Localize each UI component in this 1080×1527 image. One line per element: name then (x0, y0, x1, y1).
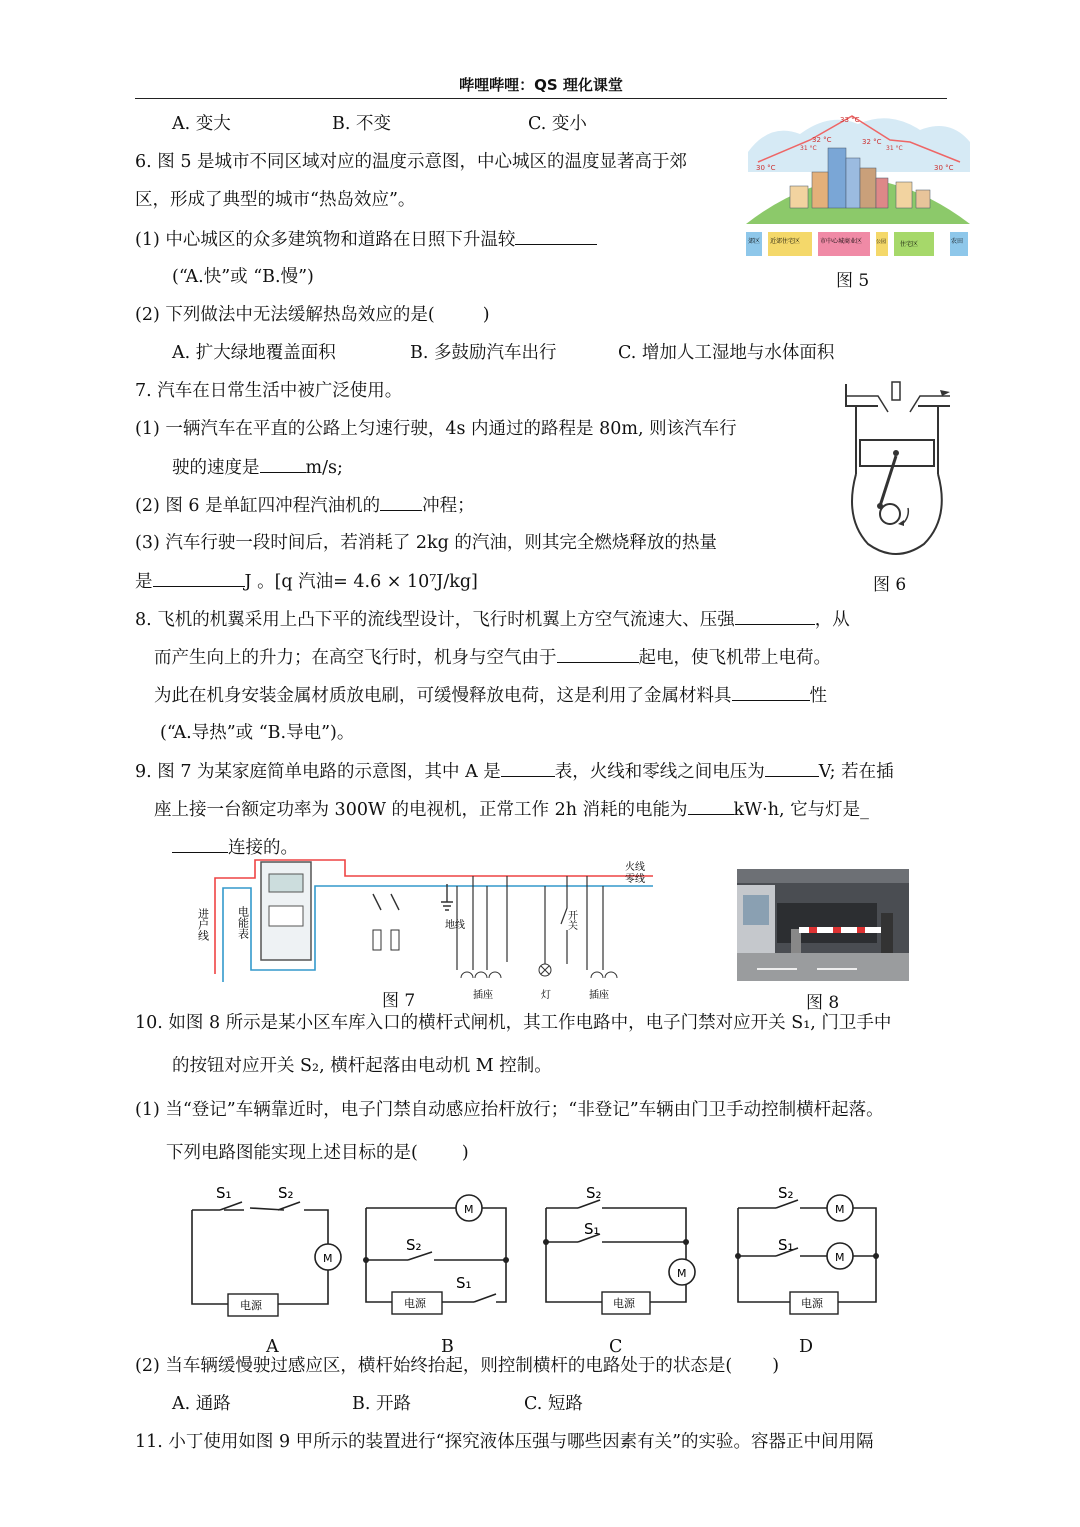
q7-part1-line1: (1) 一辆汽车在平直的公路上匀速行驶，4s 内通过的路程是 80m, 则该汽车行 (135, 419, 737, 439)
q7-part2 (135, 494, 475, 517)
q10-part2-options (172, 1393, 583, 1415)
circuit-a-power-label: 电源 (240, 1299, 262, 1312)
q6-part1-blank[interactable] (515, 228, 597, 245)
zone-2: 市中心城商业区 (820, 238, 863, 245)
ground-symbol (441, 884, 453, 910)
q9-line1-mid: 表，火线和零线之间电压为 (554, 762, 765, 782)
q8-line1-text: 8. 飞机的机翼采用上凸下平的流线型设计，飞行时机翼上方空气流速大、压强 (135, 610, 735, 630)
q10-part2-text: (2) 当车辆缓慢驶过感应区，横杆始终抬起，则控制横杆的电路处于的状态是( (135, 1356, 733, 1376)
q8-line3 (154, 684, 827, 707)
zone-4: 住宅区 (900, 241, 919, 248)
q8-line3-end: 性 (809, 686, 827, 706)
label-inlet: 进户线 (196, 908, 210, 941)
circuit-a-s1: S₁ (216, 1184, 232, 1202)
q6-part2-text: (2) 下列做法中无法缓解热岛效应的是( (135, 305, 435, 325)
zone-1: 近郊住宅区 (770, 238, 801, 245)
q6-option-c[interactable]: C. 增加人工湿地与水体面积 (618, 343, 835, 363)
q10-part1-line2 (166, 1142, 469, 1164)
gate-machine (881, 913, 893, 957)
q7-part3-tail: J 。[q 汽油= 4.6 × 10⁷J/kg] (244, 572, 478, 592)
q5-options (172, 113, 587, 135)
circuit-b-s2: S₂ (406, 1236, 422, 1254)
circuit-c-s2: S₂ (586, 1184, 602, 1202)
label-socket-1: 插座 (473, 990, 493, 1001)
temp-31-right: 31 °C (886, 145, 903, 152)
figure-6-caption: 图 6 (873, 575, 907, 595)
q8-line3-text: 为此在机身安装金属材质放电刷，可缓慢释放电荷，这是利用了金属材料具 (154, 686, 732, 706)
q7-part1-unit: m/s; (305, 458, 343, 478)
q9-line3 (172, 836, 298, 859)
figure-5-caption: 图 5 (836, 271, 870, 291)
q6-stem-line2: 区，形成了典型的城市“热岛效应”。 (135, 190, 416, 210)
q7-part2-end: 冲程； (422, 496, 475, 516)
fuse-2 (391, 930, 399, 950)
q6-option-b[interactable]: B. 多鼓励汽车出行 (410, 343, 557, 363)
q7-part1-blank[interactable] (260, 456, 306, 473)
q8-line4: (“A.导热”或 “B.导电”)。 (160, 723, 355, 743)
q10-option-b[interactable]: B. 开路 (352, 1394, 411, 1414)
q7-part1-text: 驶的速度是 (172, 458, 260, 478)
q10-part1-text: 下列电路图能实现上述目标的是( (166, 1143, 418, 1163)
circuit-c-power-label: 电源 (613, 1297, 635, 1310)
circuit-label-c: C (609, 1337, 623, 1357)
socket-2 (591, 972, 617, 978)
circuit-d-motor-1-label: M (835, 1203, 845, 1216)
circuit-c[interactable] (546, 1200, 686, 1302)
q8-line1-end: ，从 (814, 610, 850, 630)
q8-line2-text: 而产生向上的升力；在高空飞行时，机身与空气由于 (154, 648, 557, 668)
q7-part3-lead: 是 (135, 572, 153, 592)
circuit-options (180, 1178, 900, 1318)
circuit-c-motor-label: M (677, 1267, 687, 1280)
figure-7-caption: 图 7 (382, 991, 416, 1011)
q8-line2-end: 起电，使飞机带上电荷。 (638, 648, 831, 668)
q6-option-a[interactable]: A. 扩大绿地覆盖面积 (172, 343, 336, 363)
circuit-c-s1: S₁ (584, 1220, 600, 1238)
q6-part2 (135, 304, 490, 326)
q9-blank-connection[interactable] (172, 836, 228, 853)
q9-line1-text: 9. 图 7 为某家庭简单电路的示意图，其中 A 是 (135, 762, 501, 782)
circuit-d-s2: S₂ (778, 1184, 794, 1202)
q10-line2: 的按钮对应开关 S₂, 横杆起落由电动机 M 控制。 (172, 1056, 552, 1076)
q6-part1-text: (1) 中心城区的众多建筑物和道路在日照下升温较 (135, 230, 516, 250)
q9-blank-energy[interactable] (688, 798, 734, 815)
q7-part3-line1: (3) 汽车行驶一段时间后，若消耗了 2kg 的汽油，则其完全燃烧释放的热量 (135, 533, 717, 553)
q8-blank-pressure[interactable] (735, 608, 815, 625)
q9-line3-text: 连接的。 (228, 838, 298, 858)
q7-part1-line2 (172, 456, 343, 479)
meter-display (269, 874, 303, 892)
q8-blank-property[interactable] (732, 684, 810, 701)
temp-33: 33 °C (840, 116, 860, 124)
q7-part2-text: (2) 图 6 是单缸四冲程汽油机的 (135, 496, 381, 516)
label-meter: 电能表 (236, 906, 250, 939)
q10-part2 (135, 1355, 779, 1377)
temp-32-right: 32 °C (862, 138, 882, 146)
label-live: 火线 (625, 862, 645, 873)
zone-5: 农田 (951, 238, 964, 245)
circuit-d[interactable] (738, 1200, 876, 1302)
q10-part1-close: ) (461, 1143, 469, 1163)
temp-30-right: 30 °C (934, 164, 954, 172)
label-lamp: 灯 (541, 990, 551, 1001)
q10-part2-close: ) (772, 1356, 780, 1376)
zone-3: 公园 (876, 239, 887, 245)
header-rule (135, 98, 947, 99)
figure-5-heat-island (740, 112, 974, 262)
label-neutral: 零线 (625, 874, 645, 885)
label-socket-2: 插座 (589, 990, 609, 1001)
circuit-b-motor-label: M (464, 1203, 474, 1216)
q5-option-b[interactable]: B. 不变 (332, 114, 391, 134)
q11-line1: 11. 小丁使用如图 9 甲所示的装置进行“探究液体压强与哪些因素有关”的实验。容器正中间用隔 (135, 1432, 874, 1452)
circuit-label-d: D (799, 1337, 814, 1357)
q10-part1-line1: (1) 当“登记”车辆靠近时，电子门禁自动感应抬杆放行；“非登记”车辆由门卫手动控制横杆起落。 (135, 1100, 884, 1120)
circuit-b[interactable] (366, 1208, 506, 1302)
exhaust-arrow-icon (940, 390, 950, 396)
q7-part3-blank[interactable] (153, 570, 245, 587)
q9-line2-text: 座上接一台额定功率为 300W 的电视机，正常工作 2h 消耗的电能为 (154, 800, 688, 820)
q6-part1-hint: (“A.快”或 “B.慢”) (172, 267, 314, 287)
q7-part2-blank[interactable] (380, 494, 422, 511)
q5-option-a[interactable]: A. 变大 (172, 114, 231, 134)
figure-8-garage-gate-photo (737, 869, 909, 981)
figure-6-engine (838, 378, 958, 568)
q6-part1 (135, 228, 597, 251)
circuit-b-s1: S₁ (456, 1274, 472, 1292)
socket-1 (461, 972, 501, 978)
temp-31-left: 31 °C (800, 145, 817, 152)
q7-stem: 7. 汽车在日常生活中被广泛使用。 (135, 381, 403, 401)
temp-32-left: 32 °C (812, 136, 832, 144)
q10-option-a[interactable]: A. 通路 (172, 1394, 231, 1414)
q8-blank-charging[interactable] (557, 646, 639, 663)
q8-line1 (135, 608, 850, 631)
main-switch (373, 894, 399, 910)
q5-option-c[interactable]: C. 变小 (528, 114, 587, 134)
q9-line2 (154, 798, 869, 821)
q9-line1 (135, 760, 894, 783)
page-header: 哔哩哔哩：QS 理化课堂 (459, 76, 623, 94)
circuit-a-motor-label: M (323, 1252, 333, 1265)
circuit-a-s2: S₂ (278, 1184, 294, 1202)
figure-7-household-circuit (195, 858, 653, 1006)
spark-plug-icon (892, 382, 900, 400)
q6-stem-line1: 6. 图 5 是城市不同区域对应的温度示意图，中心城区的温度显著高于郊 (135, 152, 688, 172)
crankcase (852, 474, 942, 554)
circuit-label-a: A (266, 1337, 279, 1357)
q6-part2-close: ) (482, 305, 490, 325)
q9-blank-meter[interactable] (501, 760, 555, 777)
q7-part3-line2 (135, 570, 478, 593)
figure-8-caption: 图 8 (806, 993, 840, 1013)
q10-line1: 10. 如图 8 所示是某小区车库入口的横杆式闸机，其工作电路中，电子门禁对应开关 S₁, 门卫手中 (135, 1013, 892, 1033)
zone-0: 郊区 (748, 238, 761, 245)
q9-line2-end: kW·h, 它与灯是_ (733, 800, 869, 820)
temp-30-left: 30 °C (756, 164, 776, 172)
label-ground: 地线 (445, 920, 465, 931)
q9-line1-end: V; 若在插 (818, 762, 894, 782)
label-switch: 开关 (565, 910, 577, 930)
q10-option-c[interactable]: C. 短路 (524, 1394, 583, 1414)
q6-options (172, 342, 834, 364)
circuit-d-motor-2-label: M (835, 1251, 845, 1264)
q8-line2 (154, 646, 831, 669)
q9-blank-voltage[interactable] (765, 760, 819, 777)
rotation-arrow-icon (898, 520, 904, 526)
circuit-d-s1: S₁ (778, 1236, 794, 1254)
circuit-label-b: B (441, 1337, 454, 1357)
circuit-b-power-label: 电源 (404, 1297, 426, 1310)
fuse-1 (373, 930, 381, 950)
circuit-a[interactable] (192, 1202, 328, 1304)
circuit-d-power-label: 电源 (801, 1297, 823, 1310)
